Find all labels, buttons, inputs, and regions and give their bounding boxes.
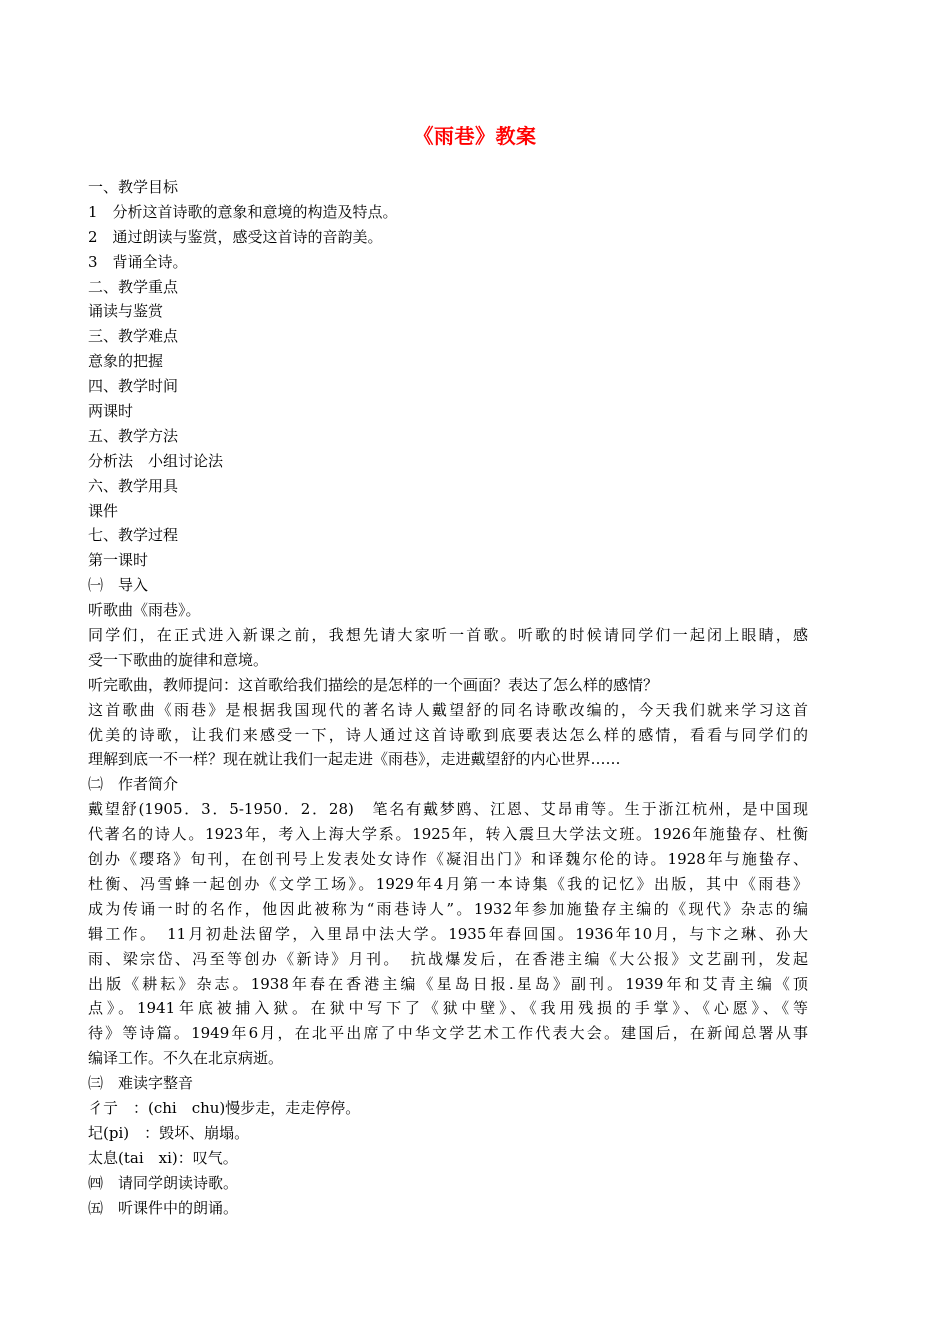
paragraph-line: 创办《璎珞》旬刊，在创刊号上发表处女诗作《凝泪出门》和译魏尔伦的诗。1928年与施蛰存、 — [88, 850, 808, 869]
document-body — [88, 175, 808, 1220]
paragraph-line: 彳亍 ：(chi chu)慢步走，走走停停。 — [88, 1098, 361, 1117]
paragraph-line: 这首歌曲《雨巷》是根据我国现代的著名诗人戴望舒的同名诗歌改编的，今天我们就来学习这首 — [88, 700, 808, 719]
paragraph-line: 太息(tai xi)：叹气。 — [88, 1148, 238, 1167]
paragraph-line: 理解到底一不一样？现在就让我们一起走进《雨巷》，走进戴望舒的内心世界…… — [88, 750, 621, 769]
paragraph-line: 诵读与鉴赏 — [88, 302, 164, 321]
paragraph-line: 点》。1941年底被捕入狱。在狱中写下了《狱中壁》、《我用残损的手掌》、《心愿》、《等 — [88, 999, 808, 1018]
subsection-heading: ㈤ 听课件中的朗诵。 — [88, 1198, 239, 1217]
paragraph-line: 两课时 — [88, 402, 134, 421]
subsection-heading: 第一课时 — [88, 551, 149, 570]
section-heading: 六、教学用具 — [88, 476, 179, 495]
paragraph-line: 优美的诗歌，让我们来感受一下，诗人通过这首诗歌到底要表达怎么样的感情，看看与同学们的 — [88, 725, 808, 744]
paragraph-line: 待》等诗篇。1949年6月，在北平出席了中华文学艺术工作代表大会。建国后，在新闻总署从事 — [88, 1024, 808, 1043]
section-heading: 一、教学目标 — [88, 178, 179, 196]
subsection-heading: ㈡ 作者简介 — [88, 775, 179, 794]
subsection-heading: ㈣ 请同学朗读诗歌。 — [88, 1173, 239, 1192]
paragraph-line: 听歌曲《雨巷》。 — [88, 601, 201, 620]
section-heading: 五、教学方法 — [88, 426, 179, 445]
paragraph-line: 意象的把握 — [88, 352, 164, 371]
list-item: 1 分析这首诗歌的意象和意境的构造及特点。 — [88, 202, 398, 221]
paragraph-line: 戴望舒(1905．3．5-1950．2．28) 笔名有戴梦鸥、江恩、艾昂甫等。生于浙江杭州，是中国现 — [88, 800, 808, 819]
section-heading: 二、教学重点 — [88, 277, 179, 296]
paragraph-line: 出版《耕耘》杂志。1938年春在香港主编《星岛日报.星岛》副刊。1939年和艾青主编《顶 — [88, 974, 808, 993]
paragraph-line: 雨、梁宗岱、冯至等创办《新诗》月刊。 抗战爆发后，在香港主编《大公报》文艺副刊，发起 — [88, 949, 808, 968]
section-heading: 七、教学过程 — [88, 526, 179, 545]
list-item: 3 背诵全诗。 — [88, 252, 188, 271]
page-title: 《雨巷》教案 — [413, 124, 537, 148]
paragraph-line: 受一下歌曲的旋律和意境。 — [88, 650, 269, 669]
subsection-heading: ㈢ 难读字整音 — [88, 1074, 194, 1093]
subsection-heading: ㈠ 导入 — [88, 576, 149, 595]
section-heading: 四、教学时间 — [88, 377, 179, 396]
section-heading: 三、教学难点 — [88, 327, 179, 346]
paragraph-line: 编译工作。不久在北京病逝。 — [88, 1049, 284, 1068]
paragraph-line: 圮(pi) ：毁坏、崩塌。 — [88, 1123, 250, 1142]
paragraph-line: 课件 — [88, 501, 119, 520]
paragraph-line: 成为传诵一时的名作，他因此被称为“雨巷诗人”。1932年参加施蛰存主编的《现代》杂志的编 — [88, 899, 808, 918]
paragraph-line: 杜衡、冯雪蜂一起创办《文学工场》。1929年4月第一本诗集《我的记忆》出版，其中《雨巷》 — [88, 874, 808, 893]
paragraph-line: 辑工作。 11月初赴法留学，入里昂中法大学。1935年春回国。1936年10月，与卞之琳、孙大 — [88, 924, 808, 943]
paragraph-line: 听完歌曲，教师提问：这首歌给我们描绘的是怎样的一个画面？表达了怎么样的感情？ — [88, 675, 659, 694]
paragraph-line: 代著名的诗人。1923年，考入上海大学系。1925年，转入震旦大学法文班。1926年施蛰存、杜衡 — [88, 825, 808, 844]
paragraph-line: 同学们，在正式进入新课之前，我想先请大家听一首歌。听歌的时候请同学们一起闭上眼睛，感 — [88, 626, 808, 645]
list-item: 2 通过朗读与鉴赏，感受这首诗的音韵美。 — [88, 227, 383, 246]
paragraph-line: 分析法 小组讨论法 — [88, 451, 224, 470]
